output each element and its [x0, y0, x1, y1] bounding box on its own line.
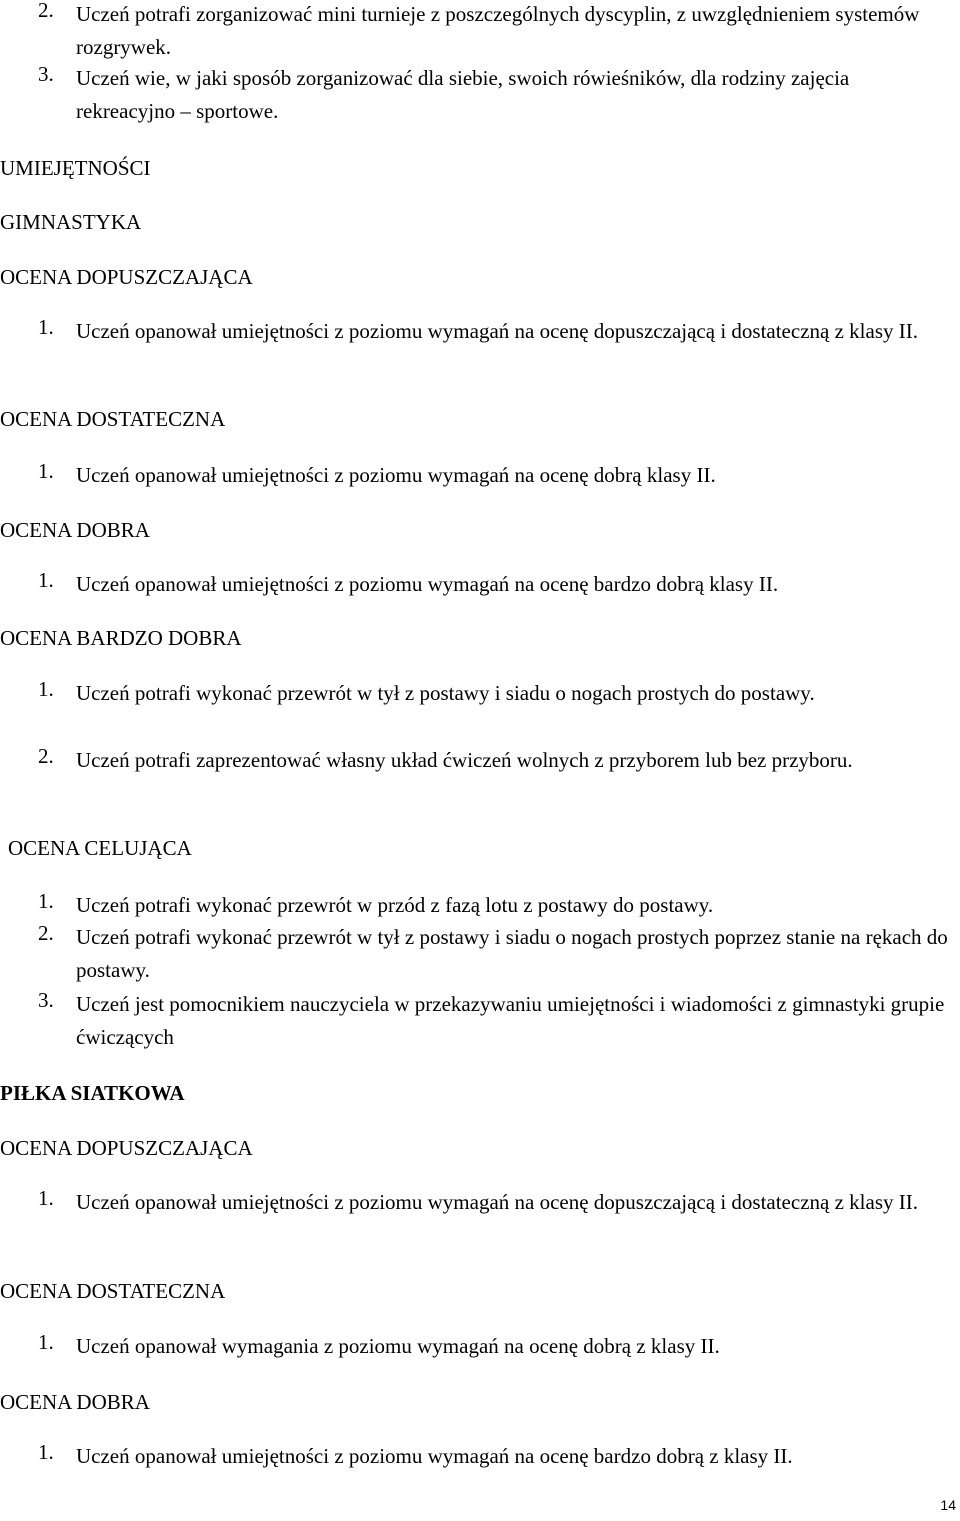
list-number: 3. [38, 988, 54, 1012]
list-text: Uczeń opanował wymagania z poziomu wymagań na ocenę dobrą z klasy II. [76, 1334, 720, 1358]
list-text: Uczeń jest pomocnikiem nauczyciela w przekazywaniu umiejętności i wiadomości z gimnastyki grupie ćwiczących [76, 992, 945, 1049]
list-number: 1. [38, 1330, 54, 1354]
list-text: Uczeń potrafi zorganizować mini turnieje z poszczególnych dyscyplin, z uwzględnieniem systemów rozgrywek. [76, 2, 920, 59]
list-number: 2. [38, 0, 54, 22]
list-text: Uczeń opanował umiejętności z poziomu wymagań na ocenę dopuszczającą i dostateczną z klasy II. [76, 319, 918, 343]
list-text: Uczeń opanował umiejętności z poziomu wymagań na ocenę dobrą klasy II. [76, 463, 716, 487]
list-number: 2. [38, 744, 54, 768]
list-text: Uczeń wie, w jaki sposób zorganizować dla siebie, swoich rówieśników, dla rodziny zajęcia rekreacyjno – sportowe. [76, 66, 850, 123]
list-text: Uczeń potrafi wykonać przewrót w tył z postawy i siadu o nogach prostych do postawy. [76, 681, 815, 705]
list-number: 1. [38, 459, 54, 483]
grade-heading-bardzo-dobra: OCENA BARDZO DOBRA [0, 626, 242, 650]
list-number: 1. [38, 315, 54, 339]
list-text: Uczeń potrafi zaprezentować własny układ ćwiczeń wolnych z przyborem lub bez przyboru. [76, 748, 853, 772]
list-number: 1. [38, 1186, 54, 1210]
grade-heading-dopuszczajaca: OCENA DOPUSZCZAJĄCA [0, 265, 253, 289]
grade-heading-dostateczna: OCENA DOSTATECZNA [0, 1279, 226, 1303]
list-number: 1. [38, 677, 54, 701]
list-text: Uczeń potrafi wykonać przewrót w przód z fazą lotu z postawy do postawy. [76, 893, 714, 917]
grade-heading-dobra: OCENA DOBRA [0, 518, 150, 542]
subsection-title-gimnastyka: GIMNASTYKA [0, 210, 142, 234]
page-number: 14 [940, 1497, 956, 1513]
list-text: Uczeń potrafi wykonać przewrót w tył z postawy i siadu o nogach prostych poprzez stanie na rękach do postawy. [76, 925, 948, 982]
subsection-title-pilka-siatkowa: PIŁKA SIATKOWA [0, 1081, 185, 1105]
list-text: Uczeń opanował umiejętności z poziomu wymagań na ocenę bardzo dobrą z klasy II. [76, 1444, 793, 1468]
list-text: Uczeń opanował umiejętności z poziomu wymagań na ocenę bardzo dobrą klasy II. [76, 572, 779, 596]
grade-heading-celujaca: OCENA CELUJĄCA [8, 836, 192, 860]
list-text: Uczeń opanował umiejętności z poziomu wymagań na ocenę dopuszczającą i dostateczną z klasy II. [76, 1190, 918, 1214]
list-number: 1. [38, 889, 54, 913]
list-number: 2. [38, 921, 54, 945]
grade-heading-dostateczna: OCENA DOSTATECZNA [0, 407, 226, 431]
list-number: 1. [38, 1440, 54, 1464]
section-heading-umiejetnosci: UMIEJĘTNOŚCI [0, 156, 151, 180]
grade-heading-dopuszczajaca: OCENA DOPUSZCZAJĄCA [0, 1136, 253, 1160]
list-number: 3. [38, 62, 54, 86]
list-number: 1. [38, 568, 54, 592]
grade-heading-dobra: OCENA DOBRA [0, 1390, 150, 1414]
